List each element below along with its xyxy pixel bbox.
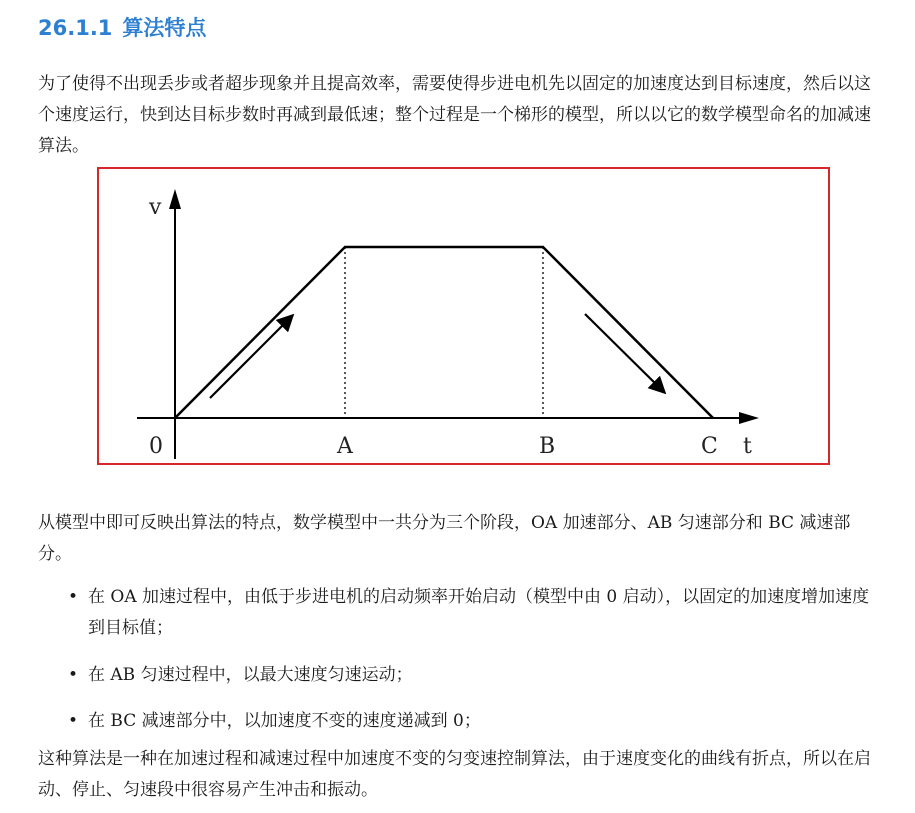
point-label-b: B: [539, 434, 556, 459]
section-heading: [38, 12, 206, 42]
intro-paragraph: 为了使得不出现丢步或者超步现象并且提高效率，需要使得步进电机先以固定的加速度达到目标速度，然后以这个速度运行，快到达目标步数时再减到最低速；整个过程是一个梯形的模型，所以以它的数学模型命名的加减速算法。: [38, 74, 871, 156]
bullet-text: 在 AB 匀速过程中，以最大速度匀速运动；: [88, 665, 413, 685]
section-number: 26.1.1: [38, 16, 113, 40]
point-label-a: A: [337, 434, 353, 459]
t-axis-label: t: [743, 434, 752, 459]
trapezoid-figure: [97, 167, 830, 465]
bullet-text: 在 BC 减速部分中，以加速度不变的速度递减到 0；: [88, 711, 481, 731]
origin-label: 0: [149, 434, 163, 459]
bullet-dot: •: [68, 665, 79, 685]
bullet-dot: •: [68, 711, 79, 731]
bullet-dot: •: [68, 587, 79, 607]
acceleration-arrow: [210, 315, 293, 398]
trapezoid-chart: [99, 169, 828, 463]
bullet-item: [68, 706, 878, 737]
bullet-item: [68, 582, 878, 644]
bullet-item: [68, 660, 878, 691]
bullet-list: [68, 582, 878, 737]
bullet-text: 在 OA 加速过程中，由低于步进电机的启动频率开始启动（模型中由 0 启动），以固定的加速度增加速度到目标值；: [88, 587, 870, 638]
model-intro-paragraph: 从模型中即可反映出算法的特点，数学模型中一共分为三个阶段，OA 加速部分、AB 匀速部分和 BC 减速部分。: [38, 513, 851, 564]
v-axis-label: v: [149, 195, 162, 220]
conclusion-paragraph: 这种算法是一种在加速过程和减速过程中加速度不变的匀变速控制算法，由于速度变化的曲线有折点，所以在启动、停止、匀速段中很容易产生冲击和振动。: [38, 749, 871, 800]
section-title: 算法特点: [122, 16, 207, 40]
x-axis-arrow: [739, 412, 759, 424]
deceleration-arrow: [585, 314, 665, 393]
velocity-profile-line: [175, 247, 713, 418]
y-axis-arrow: [169, 189, 181, 209]
point-label-c: C: [701, 434, 718, 459]
